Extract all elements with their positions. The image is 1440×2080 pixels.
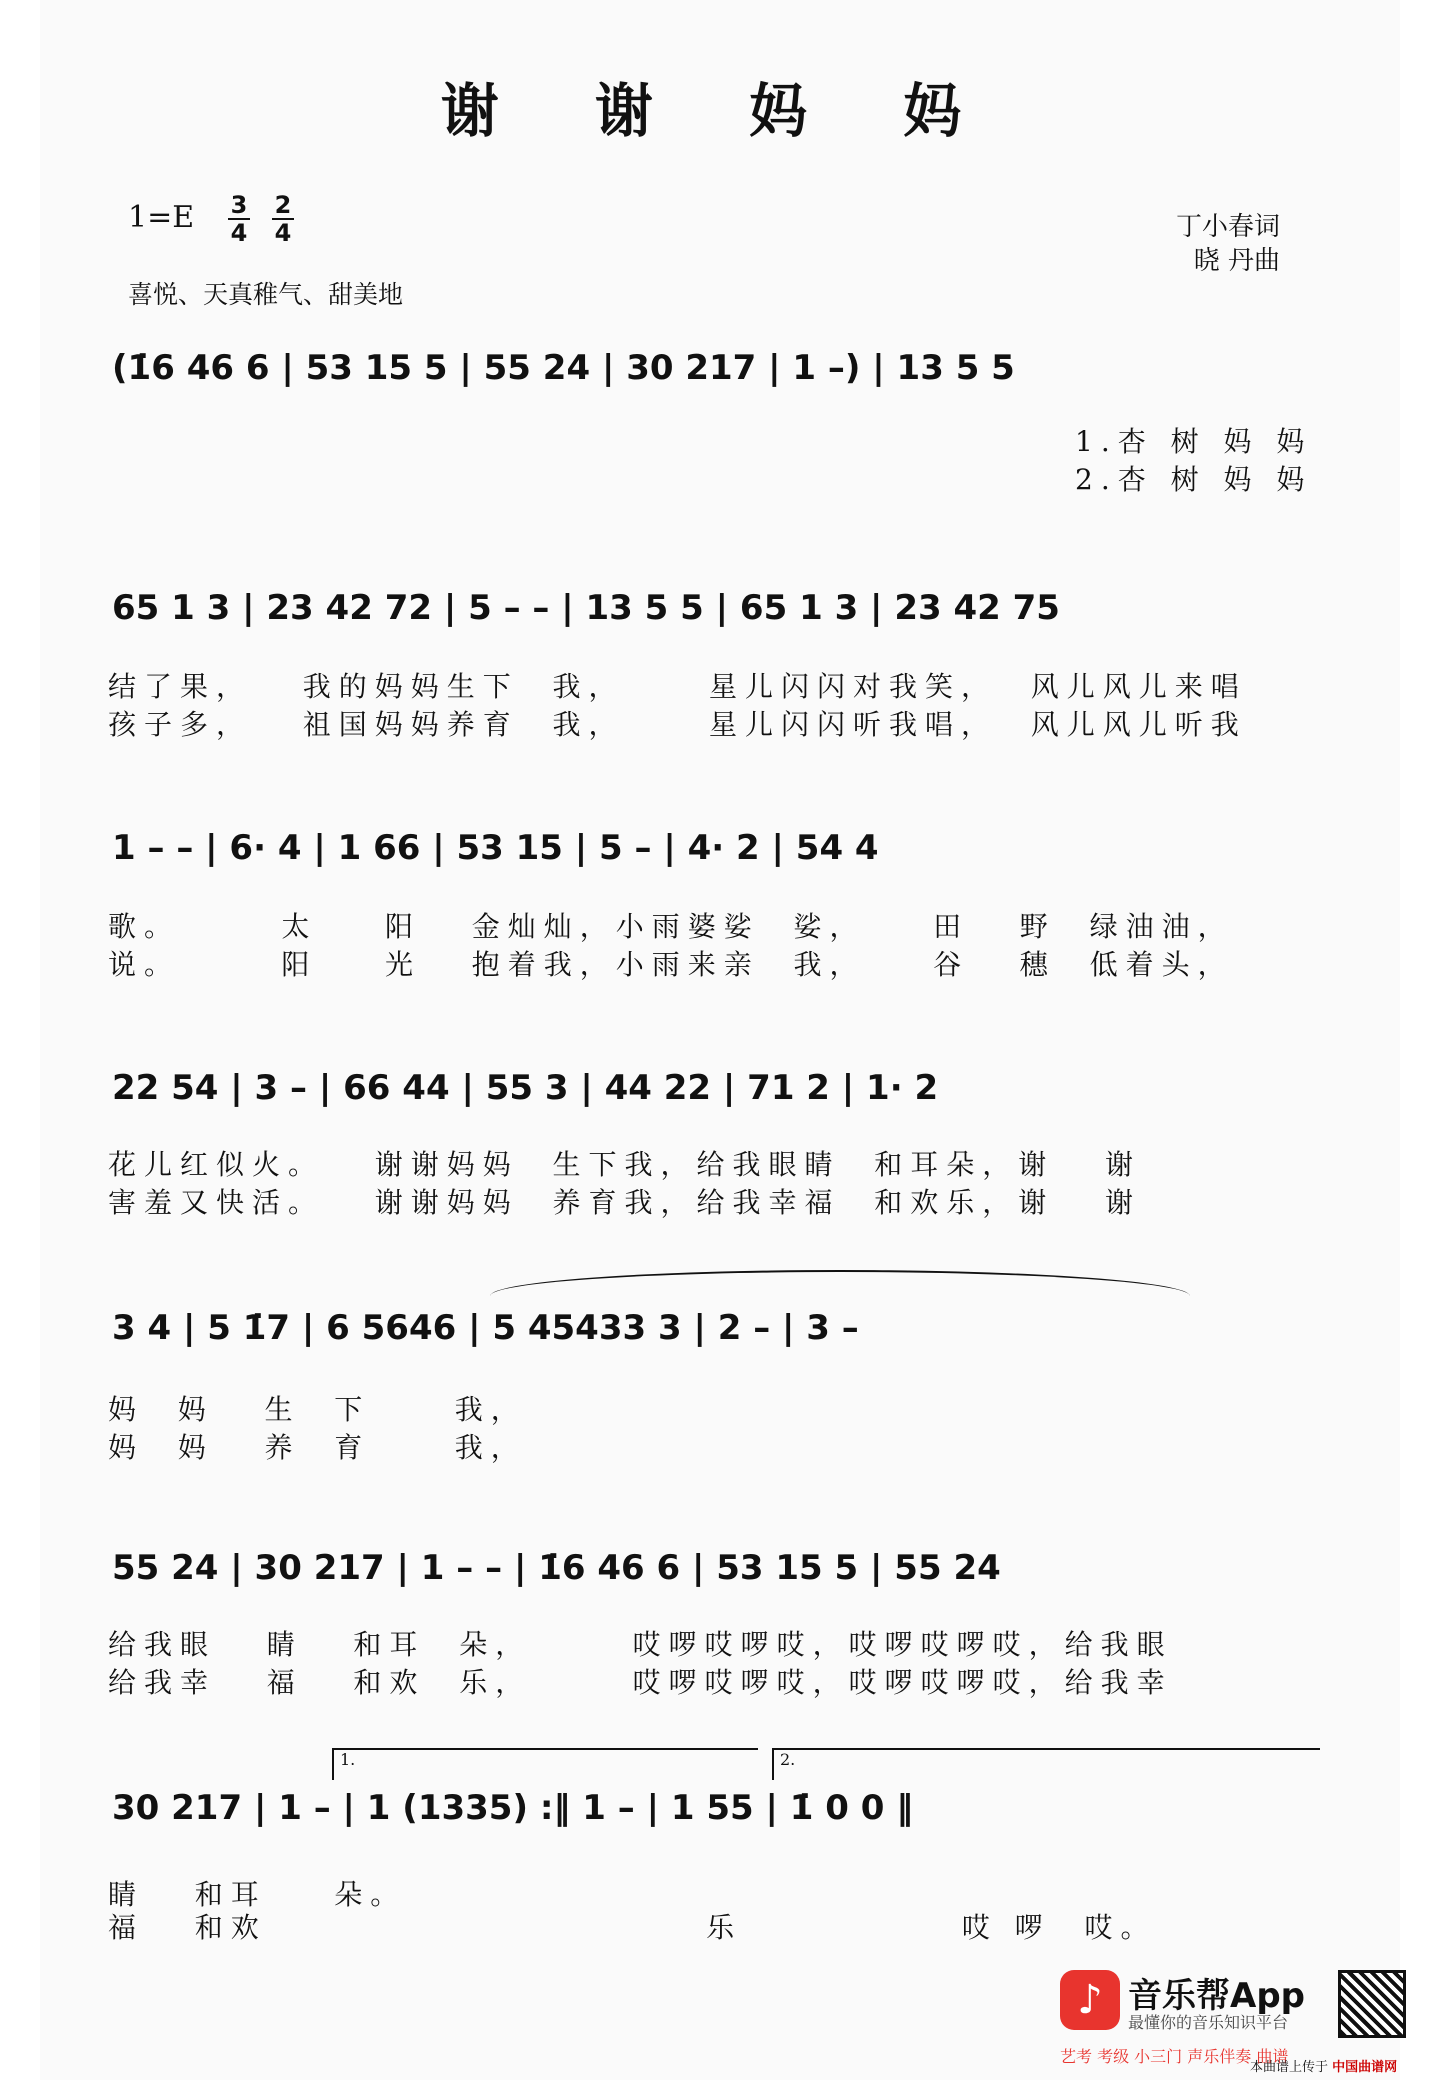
staff-row-2 bbox=[0, 580, 1440, 640]
lyric-line: 说。 阳 光 抱着我，小雨来亲 我， 谷 穗 低着头， bbox=[108, 948, 1234, 981]
app-name: 音乐帮App bbox=[1128, 1976, 1305, 2016]
key-signature: 1=E bbox=[128, 200, 195, 235]
lyric-line: 给我幸 福 和欢 乐， 哎啰哎啰哎，哎啰哎啰哎，给我幸 bbox=[108, 1666, 1173, 1699]
lyric-line: 2.杏 树 妈 妈 bbox=[1075, 463, 1313, 496]
notation-line: 30 217 | 1 – | 1 (1335) :‖ 1 – | 1 55 | 1̇ 0 0 ‖ bbox=[112, 1788, 914, 1828]
time-signature-2-4: 2 4 bbox=[272, 194, 294, 244]
volta-second-ending: 2. bbox=[772, 1748, 1320, 1780]
lyric-line: 结了果， 我的妈妈生下 我， 星儿闪闪对我笑， 风儿风儿来唱 bbox=[108, 670, 1247, 703]
lyric-line: 给我眼 睛 和耳 朵， 哎啰哎啰哎，哎啰哎啰哎，给我眼 bbox=[108, 1628, 1173, 1661]
notation-line: 1 – – | 6· 4 | 1 66 | 53 15 | 5 – | 4· 2 | 54 4 bbox=[112, 828, 879, 868]
tempo-marking: 喜悦、天真稚气、甜美地 bbox=[128, 280, 404, 309]
staff-row-3 bbox=[0, 820, 1440, 880]
notation-line: 55 24 | 30 217 | 1 – – | 1̇6 46 6 | 53 15 5 | 55 24 bbox=[112, 1548, 1001, 1588]
staff-row-4 bbox=[0, 1060, 1440, 1120]
composer-credit: 晓 丹曲 bbox=[1193, 246, 1280, 276]
notation-line: 3 4 | 5 1̇7 | 6 5646 | 5 45433 3 | 2 – | 3 – bbox=[112, 1308, 859, 1348]
lyric-line: 福 和欢 乐 哎 啰 哎。 bbox=[108, 1911, 1157, 1944]
lyric-line: 害羞又快活。 谢谢妈妈 养育我，给我幸福 和欢乐，谢 谢 bbox=[108, 1186, 1142, 1219]
music-note-logo-icon: ♪ bbox=[1060, 1970, 1120, 2030]
lyric-line: 孩子多， 祖国妈妈养育 我， 星儿闪闪听我唱， 风儿风儿听我 bbox=[108, 708, 1247, 741]
lyric-line: 睛 和耳 朵。 bbox=[108, 1878, 407, 1911]
staff-row-1 bbox=[0, 340, 1440, 400]
staff-row-6 bbox=[0, 1540, 1440, 1600]
staff-row-5 bbox=[0, 1300, 1440, 1360]
volta-first-ending: 1. bbox=[332, 1748, 758, 1780]
app-slogan: 最懂你的音乐知识平台 bbox=[1128, 2013, 1289, 2032]
notation-line: 65 1 3 | 23 42 72 | 5 – – | 13 5 5 | 65 1 3 | 23 42 75 bbox=[112, 588, 1060, 628]
app-tags: 艺考 考级 小三门 声乐伴奏 曲谱 bbox=[1060, 2047, 1289, 2066]
page-title: 谢 谢 妈 妈 bbox=[440, 77, 1000, 145]
lyric-line: 歌。 太 阳 金灿灿，小雨婆娑 娑， 田 野 绿油油， bbox=[108, 910, 1234, 943]
time-signature-3-4: 3 4 bbox=[228, 194, 250, 244]
notation-line: (1̇6 46 6 | 53 15 5 | 55 24 | 30 217 | 1 –) | 13 5 5 bbox=[112, 348, 1015, 388]
lyric-line: 花儿红似火。 谢谢妈妈 生下我，给我眼睛 和耳朵，谢 谢 bbox=[108, 1148, 1142, 1181]
upload-note: 本曲谱上传于 中国曲谱网 bbox=[1250, 2060, 1398, 2075]
lyricist-credit: 丁小春词 bbox=[1175, 212, 1280, 242]
lyric-line: 妈 妈 养 育 我， bbox=[108, 1431, 527, 1464]
notation-line: 22 54 | 3 – | 66 44 | 55 3 | 44 22 | 71 2 | 1· 2 bbox=[112, 1068, 939, 1108]
lyric-line: 妈 妈 生 下 我， bbox=[108, 1393, 527, 1426]
qr-code-icon bbox=[1338, 1970, 1406, 2038]
staff-row-7 bbox=[0, 1780, 1440, 1840]
lyric-line: 1.杏 树 妈 妈 bbox=[1075, 425, 1313, 458]
